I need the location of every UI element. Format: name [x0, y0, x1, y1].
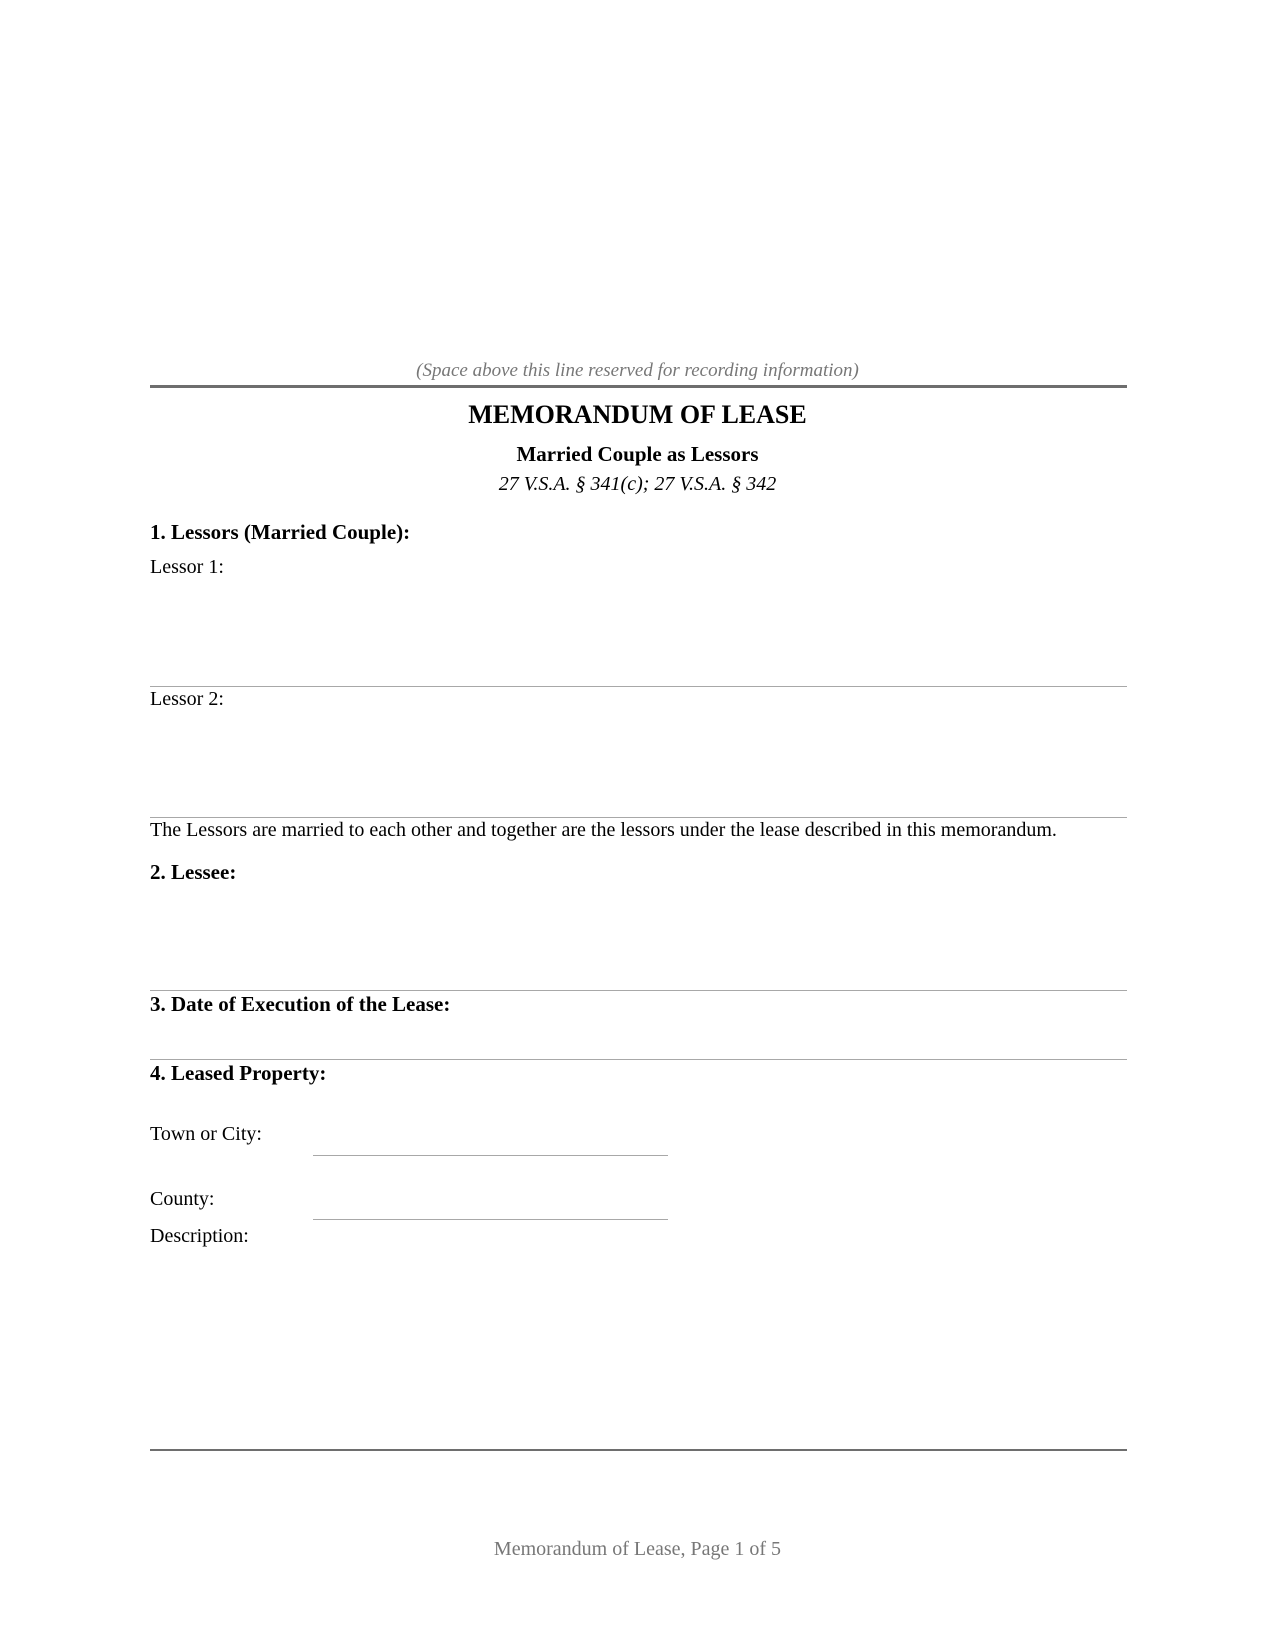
lessor2-field[interactable] — [150, 817, 1127, 818]
town-city-label: Town or City: — [150, 1123, 262, 1145]
document-title: MEMORANDUM OF LEASE — [468, 400, 807, 429]
lessor1-field[interactable] — [150, 686, 1127, 687]
town-city-field[interactable] — [313, 1155, 668, 1156]
recording-divider — [150, 385, 1127, 388]
execution-date-field[interactable] — [150, 1059, 1127, 1060]
section-lessee-heading: 2. Lessee: — [150, 860, 237, 884]
lessor2-label: Lessor 2: — [150, 688, 224, 710]
section-execution-date-heading: 3. Date of Execution of the Lease: — [150, 992, 451, 1016]
section-leased-property-heading: 4. Leased Property: — [150, 1061, 327, 1085]
section-lessors-heading: 1. Lessors (Married Couple): — [150, 520, 411, 544]
lessee-field[interactable] — [150, 990, 1127, 991]
description-field[interactable] — [150, 1449, 1127, 1451]
county-field[interactable] — [313, 1219, 668, 1220]
lessors-married-statement: The Lessors are married to each other and together are the lessors under the lease described in this memorandum. — [150, 819, 1057, 841]
county-label: County: — [150, 1188, 215, 1210]
recording-reserved-note: (Space above this line reserved for recording information) — [416, 360, 859, 381]
document-subtitle: Married Couple as Lessors — [516, 442, 759, 466]
statute-citation: 27 V.S.A. § 341(c); 27 V.S.A. § 342 — [498, 473, 777, 495]
page-footer: Memorandum of Lease, Page 1 of 5 — [493, 1538, 782, 1560]
lessor1-label: Lessor 1: — [150, 556, 224, 578]
description-label: Description: — [150, 1225, 249, 1247]
